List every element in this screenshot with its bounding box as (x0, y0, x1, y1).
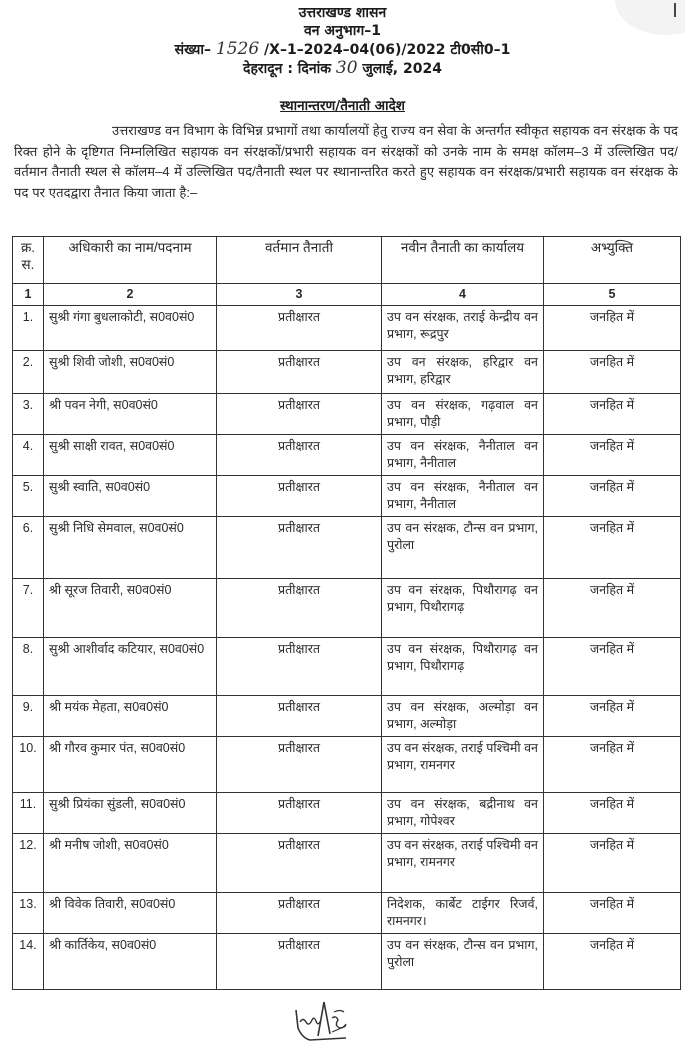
current-posting-cell: प्रतीक्षारत (217, 638, 382, 696)
serial-number-cell: 3. (13, 394, 44, 435)
signature-icon (288, 988, 378, 1048)
header-new-posting: नवीन तैनाती का कार्यालय (382, 237, 544, 284)
remarks-cell: जनहित में (544, 306, 681, 351)
table-row (13, 394, 681, 435)
officer-name-cell: श्री मयंक मेहता, स0व0सं0 (44, 696, 217, 737)
new-posting-cell: उप वन संरक्षक, पिथौरागढ़ वन प्रभाग, पिथौरागढ़ (382, 638, 544, 696)
table-row (13, 638, 681, 696)
current-posting-cell: प्रतीक्षारत (217, 834, 382, 893)
new-posting-cell: उप वन संरक्षक, नैनीताल वन प्रभाग, नैनीताल (382, 435, 544, 476)
header-serial: क्र. स. (13, 237, 44, 284)
current-posting-cell: प्रतीक्षारत (217, 394, 382, 435)
table-row (13, 793, 681, 834)
document-header (0, 4, 685, 78)
new-posting-cell: उप वन संरक्षक, टौन्स वन प्रभाग, पुरोला (382, 934, 544, 990)
serial-number-cell: 11. (13, 793, 44, 834)
officer-name-cell: श्री पवन नेगी, स0व0सं0 (44, 394, 217, 435)
table-row (13, 893, 681, 934)
new-posting-cell: निदेशक, कार्बेट टाईगर रिजर्व, रामनगर। (382, 893, 544, 934)
place-date-prefix: देहरादून : दिनांक (243, 61, 332, 77)
new-posting-cell: उप वन संरक्षक, टौन्स वन प्रभाग, पुरोला (382, 517, 544, 579)
officer-name-cell: श्री विवेक तिवारी, स0व0सं0 (44, 893, 217, 934)
officer-name-cell: श्री गौरव कुमार पंत, स0व0सं0 (44, 737, 217, 793)
column-number-row (13, 284, 681, 306)
remarks-cell: जनहित में (544, 579, 681, 638)
table-row (13, 476, 681, 517)
remarks-cell: जनहित में (544, 737, 681, 793)
date-day-handwritten: 30 (335, 58, 358, 78)
remarks-cell: जनहित में (544, 793, 681, 834)
officer-name-cell: श्री कार्तिकेय, स0व0सं0 (44, 934, 217, 990)
remarks-cell: जनहित में (544, 517, 681, 579)
serial-number-cell: 8. (13, 638, 44, 696)
serial-number-cell: 9. (13, 696, 44, 737)
ref-prefix: संख्या– (174, 42, 212, 58)
subject-title: स्थानान्तरण/तैनाती आदेश (280, 98, 405, 114)
new-posting-cell: उप वन संरक्षक, हरिद्वार वन प्रभाग, हरिद्वार (382, 351, 544, 394)
table-row (13, 435, 681, 476)
current-posting-cell: प्रतीक्षारत (217, 306, 382, 351)
column-number: 3 (217, 284, 382, 306)
date-rest: जुलाई, 2024 (362, 61, 442, 77)
paragraph-text: उत्तराखण्ड वन विभाग के विभिन्न प्रभागों तथा कार्यालयों हेतु राज्य वन सेवा के अन्तर्गत स्वीकृत सहायक वन संरक्षक के पद रिक्त होने के दृष्टिगत निम्नलिखित सहायक वन संरक्षकों/प्रभारी सहायक वन संरक्षकों को उनके नाम के समक्ष कॉलम–3 में उल्लिखित पद/वर्तमान तैनाती स्थल से कॉलम–4 में उल्लिखित पद/तैनाती स्थल पर स्थानान्तरित करते हुए सहायक वन संरक्षक/प्रभारी सहायक वन संरक्षक के पद पर एतदद्वारा तैनात किया जाता है:– (14, 123, 678, 200)
remarks-cell: जनहित में (544, 893, 681, 934)
remarks-cell: जनहित में (544, 696, 681, 737)
new-posting-cell: उप वन संरक्षक, तराई पश्चिमी वन प्रभाग, रामनगर (382, 834, 544, 893)
remarks-cell: जनहित में (544, 476, 681, 517)
table-row (13, 934, 681, 990)
column-number: 1 (13, 284, 44, 306)
serial-number-cell: 6. (13, 517, 44, 579)
remarks-cell: जनहित में (544, 638, 681, 696)
officer-name-cell: सुश्री गंगा बुधलाकोटी, स0व0सं0 (44, 306, 217, 351)
officer-name-cell: श्री मनीष जोशी, स0व0सं0 (44, 834, 217, 893)
officer-name-cell: सुश्री साक्षी रावत, स0व0सं0 (44, 435, 217, 476)
transfer-table (12, 236, 681, 990)
new-posting-cell: उप वन संरक्षक, नैनीताल वन प्रभाग, नैनीताल (382, 476, 544, 517)
serial-number-cell: 7. (13, 579, 44, 638)
current-posting-cell: प्रतीक्षारत (217, 893, 382, 934)
officer-name-cell: सुश्री शिवी जोशी, स0व0सं0 (44, 351, 217, 394)
remarks-cell: जनहित में (544, 834, 681, 893)
remarks-cell: जनहित में (544, 435, 681, 476)
table-row (13, 579, 681, 638)
order-paragraph (14, 121, 678, 203)
header-current-posting: वर्तमान तैनाती (217, 237, 382, 284)
current-posting-cell: प्रतीक्षारत (217, 517, 382, 579)
table-row (13, 696, 681, 737)
officer-name-cell: सुश्री निधि सेमवाल, स0व0सं0 (44, 517, 217, 579)
column-number: 4 (382, 284, 544, 306)
officer-name-cell: सुश्री आशीर्वाद कटियार, स0व0सं0 (44, 638, 217, 696)
new-posting-cell: उप वन संरक्षक, अल्मोड़ा वन प्रभाग, अल्मोड़ा (382, 696, 544, 737)
new-posting-cell: उप वन संरक्षक, बद्रीनाथ वन प्रभाग, गोपेश्वर (382, 793, 544, 834)
current-posting-cell: प्रतीक्षारत (217, 934, 382, 990)
new-posting-cell: उप वन संरक्षक, तराई पश्चिमी वन प्रभाग, रामनगर (382, 737, 544, 793)
officer-name-cell: सुश्री प्रियंका सुंडली, स0व0सं0 (44, 793, 217, 834)
column-number: 5 (544, 284, 681, 306)
current-posting-cell: प्रतीक्षारत (217, 351, 382, 394)
remarks-cell: जनहित में (544, 351, 681, 394)
remarks-cell: जनहित में (544, 934, 681, 990)
serial-number-cell: 12. (13, 834, 44, 893)
serial-number-cell: 10. (13, 737, 44, 793)
new-posting-cell: उप वन संरक्षक, गढ़वाल वन प्रभाग, पौड़ी (382, 394, 544, 435)
officer-name-cell: श्री सूरज तिवारी, स0व0सं0 (44, 579, 217, 638)
order-subject (0, 96, 685, 114)
table-row (13, 737, 681, 793)
new-posting-cell: उप वन संरक्षक, पिथौरागढ़ वन प्रभाग, पिथौरागढ़ (382, 579, 544, 638)
ref-suffix: /X–1–2024–04(06)/2022 टी0सी0–1 (264, 42, 511, 58)
new-posting-cell: उप वन संरक्षक, तराई केन्द्रीय वन प्रभाग, रूद्रपुर (382, 306, 544, 351)
header-remarks: अभ्युक्ति (544, 237, 681, 284)
table-row (13, 351, 681, 394)
remarks-cell: जनहित में (544, 394, 681, 435)
government-name: उत्तराखण्ड शासन (298, 5, 387, 21)
current-posting-cell: प्रतीक्षारत (217, 793, 382, 834)
serial-number-cell: 2. (13, 351, 44, 394)
current-posting-cell: प्रतीक्षारत (217, 696, 382, 737)
serial-number-cell: 1. (13, 306, 44, 351)
reference-number (0, 40, 685, 59)
header-officer-name: अधिकारी का नाम/पदनाम (44, 237, 217, 284)
ref-number-handwritten: 1526 (215, 39, 260, 59)
section-name: वन अनुभाग–1 (304, 23, 381, 39)
current-posting-cell: प्रतीक्षारत (217, 737, 382, 793)
serial-number-cell: 13. (13, 893, 44, 934)
table-header-row (13, 237, 681, 284)
current-posting-cell: प्रतीक्षारत (217, 476, 382, 517)
serial-number-cell: 14. (13, 934, 44, 990)
table-row (13, 834, 681, 893)
column-number: 2 (44, 284, 217, 306)
officer-name-cell: सुश्री स्वाति, स0व0सं0 (44, 476, 217, 517)
table-row (13, 517, 681, 579)
current-posting-cell: प्रतीक्षारत (217, 435, 382, 476)
serial-number-cell: 4. (13, 435, 44, 476)
place-date (0, 59, 685, 78)
serial-number-cell: 5. (13, 476, 44, 517)
table-row (13, 306, 681, 351)
current-posting-cell: प्रतीक्षारत (217, 579, 382, 638)
